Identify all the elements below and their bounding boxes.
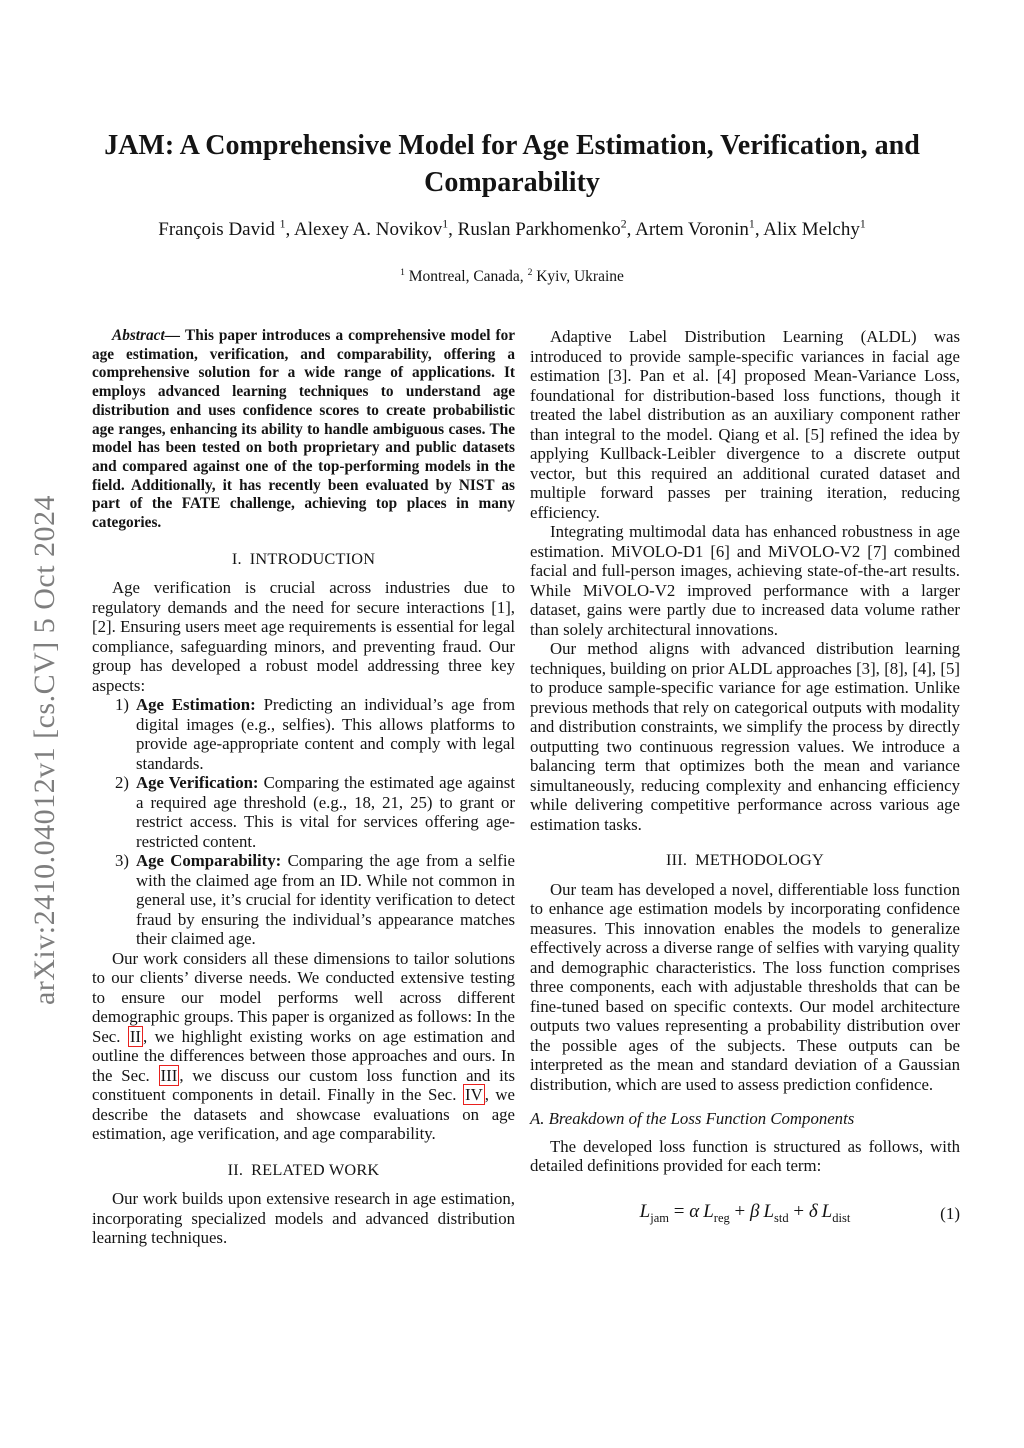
eq-coef-delta: δ (808, 1200, 818, 1222)
eq-var-3: L (821, 1200, 833, 1222)
abstract-text: This paper introduces a comprehensive model for age estimation, verification, and comparability, offering a comprehensive solution for a wide range of applications. It employs advanced learning techniques to understand age distribution and uses confidence scores to create probabilistic age ranges, enhancing its ability to handle ambiguous cases. The model has been tested on both proprietary and public datasets and compared against one of the top-performing models in the field. Additionally, it has recently been evaluated by NIST as part of the FATE challenge, achieving top places in many categories. (92, 327, 516, 532)
paper-title-line2: Comparability (424, 167, 600, 198)
list-item-label: Age Verification: (136, 773, 259, 793)
section-number: II. (227, 1159, 244, 1179)
author-affil-sup: 1 (442, 217, 449, 231)
author-name: Alexey A. Novikov (293, 219, 443, 240)
eq-lhs-sub: jam (650, 1210, 669, 1225)
list-item (92, 695, 515, 773)
equation-1 (530, 1202, 960, 1228)
org-text: , we discuss our custom loss function and its constituent components in detail. Finally in the Sec. (92, 1065, 515, 1105)
list-item-text (136, 773, 515, 851)
org-text: Our work considers all these dimensions to tailor solutions to our clients’ diverse needs. We conducted extensive testing to ensure our model performs well across different demographic groups. This paper is organized as follows: In the Sec. (92, 948, 515, 1046)
list-item-body: Comparing the age from a selfie with the claimed age from an ID. While not common in general use, it’s crucial for identity verification to detect fraud by ensuring the individual’s appearance matches their claimed age. (136, 851, 515, 949)
eq-coef-beta: β (749, 1200, 760, 1222)
author-separator: , (448, 219, 458, 240)
author-separator: , (754, 219, 764, 240)
author-affil-sup: 2 (620, 217, 627, 231)
list-item-label: Age Comparability: (136, 851, 282, 871)
section-heading-related-work (92, 1160, 515, 1180)
eq-sub-std: std (774, 1210, 789, 1225)
eq-var-1: L (703, 1200, 714, 1222)
authors-line (132, 217, 892, 242)
author-name: Artem Voronin (635, 219, 749, 240)
arxiv-stamp: arXiv:2410.04012v1 [cs.CV] 5 Oct 2024 (28, 494, 61, 1006)
section-number: III. (666, 850, 688, 869)
section-title: INTRODUCTION (249, 548, 376, 568)
affiliation-line (0, 268, 1024, 286)
list-item-number: 3) (115, 851, 129, 871)
key-aspects-list (92, 695, 515, 949)
methodology-paragraph-1: Our team has developed a novel, differentiable loss function to enhance age estimation models by incorporating confidence measures. This innovation enables the models to generalize effectively across a diverse range of selfies with varying quality and demographic characteristics. The loss function comprises three components, each with adjustable thresholds that can be fine-tuned based on specific contexts. Our model architecture outputs two values representing a probability distribution over the possible ages of the subjects. These outputs can be interpreted as the mean and standard deviation of a Gaussian distribution, which are used to assess prediction confidence. (530, 879, 960, 1094)
section-title: RELATED WORK (251, 1159, 380, 1179)
related-work-paragraph-2: Adaptive Label Distribution Learning (ALDL) was introduced to provide sample-specific variances in facial age estimation [3]. Pan et al. [4] proposed Mean-Variance Loss, foundational for distribution-based loss functions, though it treated the label distribution as an auxiliary component rather than integral to the model. Qiang et al. [5] refined the idea by applying Kullback-Leibler divergence to a discrete output vector, but this required an additional curated dataset and multiple forward passes per training iteration, reducing efficiency. (530, 327, 960, 522)
author-affil-sup: 1 (279, 217, 286, 231)
list-item-text (136, 695, 515, 773)
related-work-paragraph-1: Our work builds upon extensive research in age estimation, incorporating specialized models and advanced distribution learning techniques. (92, 1189, 515, 1248)
affil-loc-2: Kyiv, Ukraine (532, 268, 624, 285)
author-separator: , (626, 219, 636, 240)
right-column (530, 327, 960, 1228)
equation-body (639, 1200, 851, 1225)
author-separator: , (285, 219, 294, 240)
section-heading-introduction (92, 549, 515, 569)
intro-paragraph: Age verification is crucial across industries due to regulatory demands and the need for secure interactions [1], [2]. Ensuring users meet age requirements is essential for legal compliance, safeguarding minors, and preventing fraud. Our group has developed a robust model addressing three key aspects: (92, 578, 515, 695)
author-name: Alix Melchy (763, 219, 860, 240)
author-affil-sup: 1 (748, 217, 755, 231)
list-item-text (136, 851, 515, 949)
org-text: , we describe the datasets and showcase evaluations on age estimation, age verification, and age comparability. (92, 1085, 515, 1144)
eq-equals: = (669, 1200, 690, 1222)
list-item (92, 851, 515, 949)
subsection-heading-loss-breakdown: A. Breakdown of the Loss Function Components (530, 1109, 855, 1128)
author-name: Ruslan Parkhomenko (457, 219, 621, 240)
affil-sup-1: 1 (400, 266, 405, 278)
eq-coef-alpha: α (689, 1200, 700, 1222)
section-number: I. (231, 548, 242, 568)
paper-title (0, 127, 1024, 201)
section-ref-ii[interactable]: II (129, 1026, 142, 1046)
section-title: METHODOLOGY (695, 850, 824, 869)
affil-sup-2: 2 (527, 266, 533, 278)
eq-sub-dist: dist (832, 1210, 851, 1225)
related-work-paragraph-3: Integrating multimodal data has enhanced robustness in age estimation. MiVOLO-D1 [6] and MiVOLO-V2 [7] combined facial and full-person images, achieving state-of-the-art results. While MiVOLO-V2 improved performance with a larger dataset, gains were partly due to increased data volume rather than solely architectural innovations. (530, 522, 960, 639)
list-item (92, 773, 515, 851)
eq-plus-2: + (788, 1200, 809, 1222)
org-text: , we highlight existing works on age estimation and outline the differences between those approaches and ours. In the Sec. (92, 1026, 516, 1085)
author-name: François David (158, 219, 280, 240)
section-heading-methodology (530, 850, 960, 870)
paper-title-line1: JAM: A Comprehensive Model for Age Estimation, Verification, and (104, 130, 920, 161)
equation-number: (1) (940, 1203, 960, 1223)
abstract-label: Abstract (112, 327, 165, 344)
left-column (92, 327, 515, 1248)
eq-sub-reg: reg (713, 1210, 730, 1225)
paper-organization-paragraph (92, 949, 515, 1144)
list-item-body: Comparing the estimated age against a required age threshold (e.g., 18, 21, 25) to grant or restrict access. This is vital for services offering age-restricted content. (136, 773, 515, 851)
abstract (92, 327, 515, 533)
eq-plus-1: + (729, 1200, 750, 1222)
methodology-paragraph-2: The developed loss function is structured as follows, with detailed definitions provided for each term: (530, 1136, 960, 1175)
list-item-number: 1) (115, 695, 129, 715)
section-ref-iv[interactable]: IV (464, 1085, 483, 1105)
list-item-label: Age Estimation: (136, 695, 256, 715)
author-affil-sup: 1 (859, 217, 866, 231)
abstract-dash: — (164, 327, 186, 344)
list-item-body: Predicting an individual’s age from digital images (e.g., selfies). This allows platforms to provide age-appropriate content and comply with legal standards. (136, 695, 515, 773)
affil-loc-1: Montreal, Canada, (404, 268, 528, 285)
related-work-paragraph-4: Our method aligns with advanced distribution learning techniques, building on prior ALDL approaches [3], [8], [4], [5] to produce sample-specific variance for age estimation. Unlike previous methods that rely on categorical outputs with modality and distribution constraints, we simplify the process by directly outputting two continuous regression values. We introduce a balancing term that optimizes both the mean and variance simultaneously, reducing complexity and enhancing efficiency while delivering competitive performance across various age estimation tasks. (530, 639, 960, 834)
section-ref-iii[interactable]: III (160, 1065, 178, 1085)
eq-var-2: L (763, 1200, 775, 1222)
list-item-number: 2) (115, 773, 129, 793)
eq-lhs-var: L (639, 1200, 651, 1222)
